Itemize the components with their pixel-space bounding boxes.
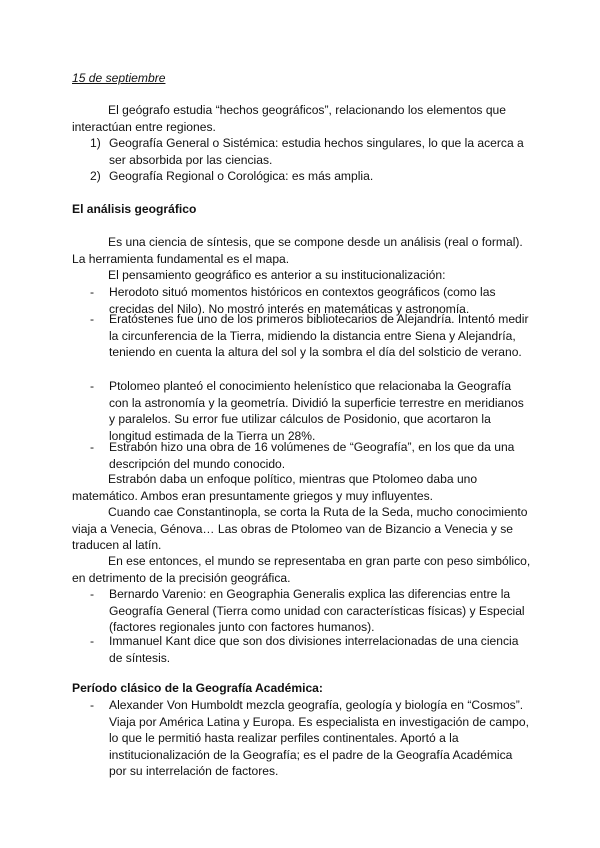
list-marker: - — [90, 698, 95, 712]
list-marker: - — [90, 587, 95, 601]
section-heading-analisis: El análisis geográfico — [72, 202, 197, 216]
list-item-text: Immanuel Kant dice que son dos divisiones interrelacionadas de una ciencia de síntesis. — [109, 634, 519, 665]
date-heading: 15 de septiembre — [72, 71, 166, 85]
section-heading-periodo-clasico: Período clásico de la Geografía Académica: — [72, 681, 323, 695]
list-item — [90, 633, 532, 666]
list-item — [90, 311, 532, 361]
paragraph: Es una ciencia de síntesis, que se compone desde un análisis (real o formal). La herramienta fundamental es el mapa. — [72, 235, 523, 266]
list-item — [90, 439, 532, 472]
list-item-text: Alexander Von Humboldt mezcla geografía, geología y biología en “Cosmos”. Viaja por América Latina y Europa. Es especialista en investigación de campo, lo que le permitió hasta realizar perfiles continentales. Aportó a la institucionalización de la Geografía; es el padre de la Geografía Académica por su interrelación de factores. — [109, 698, 529, 779]
list-item-text: Eratóstenes fue uno de los primeros bibliotecarios de Alejandría. Intentó medir la circunferencia de la Tierra, midiendo la distancia entre Siena y Alejandría, teniendo en cuenta la altura del sol y la sombra el día del solsticio de verano. — [109, 312, 529, 360]
paragraph: Estrabón daba un enfoque político, mientras que Ptolomeo daba uno matemático. Ambos eran presuntamente griegos y muy influyentes. — [72, 472, 478, 503]
intro-paragraph: El geógrafo estudia “hechos geográficos”, relacionando los elementos que interactúan entre regiones. — [72, 103, 507, 134]
list-item — [90, 378, 532, 444]
paragraph: En ese entonces, el mundo se representaba en gran parte con peso simbólico, en detrimento de la precisión geográfica. — [72, 554, 531, 585]
paragraph: El pensamiento geográfico es anterior a su institucionalización: — [108, 268, 446, 282]
list-marker: 1) — [90, 136, 101, 150]
list-marker: - — [90, 312, 95, 326]
list-item-text: Geografía Regional o Corológica: es más amplia. — [109, 169, 374, 183]
list-marker: - — [90, 634, 95, 648]
list-marker: - — [90, 379, 95, 393]
list-item — [90, 168, 532, 185]
list-item-text: Ptolomeo planteó el conocimiento helenístico que relacionaba la Geografía con la astronomía y la geometría. Dividió la superficie terrestre en meridianos y paralelos. Su error fue utilizar cálculos de Posidonio, que acortaron la longitud estimada de la Tierra un 28%. — [109, 379, 524, 443]
list-marker: 2) — [90, 169, 101, 183]
list-marker: - — [90, 440, 95, 454]
list-item-text: Bernardo Varenio: en Geographia Generalis explica las diferencias entre la Geografía General (Tierra como unidad con características físicas) y Especial (factores regionales junto con factores humanos). — [109, 587, 525, 635]
list-item-text: Estrabón hizo una obra de 16 volúmenes de “Geografía”, en los que da una descripción del mundo conocido. — [109, 440, 515, 471]
list-marker: - — [90, 285, 95, 299]
list-item — [90, 586, 532, 636]
paragraph: Cuando cae Constantinopla, se corta la Ruta de la Seda, mucho conocimiento viaja a Venecia, Génova… Las obras de Ptolomeo van de Bizancio a Venecia y se traducen al latín. — [72, 505, 528, 553]
list-item — [90, 135, 532, 168]
list-item-text: Geografía General o Sistémica: estudia hechos singulares, lo que la acerca a ser absorbida por las ciencias. — [109, 136, 524, 167]
list-item — [90, 697, 532, 780]
list-item-text: Herodoto situó momentos históricos en contextos geográficos (como las crecidas del Nilo). No mostró interés en matemáticas y astronomía. — [109, 285, 496, 316]
